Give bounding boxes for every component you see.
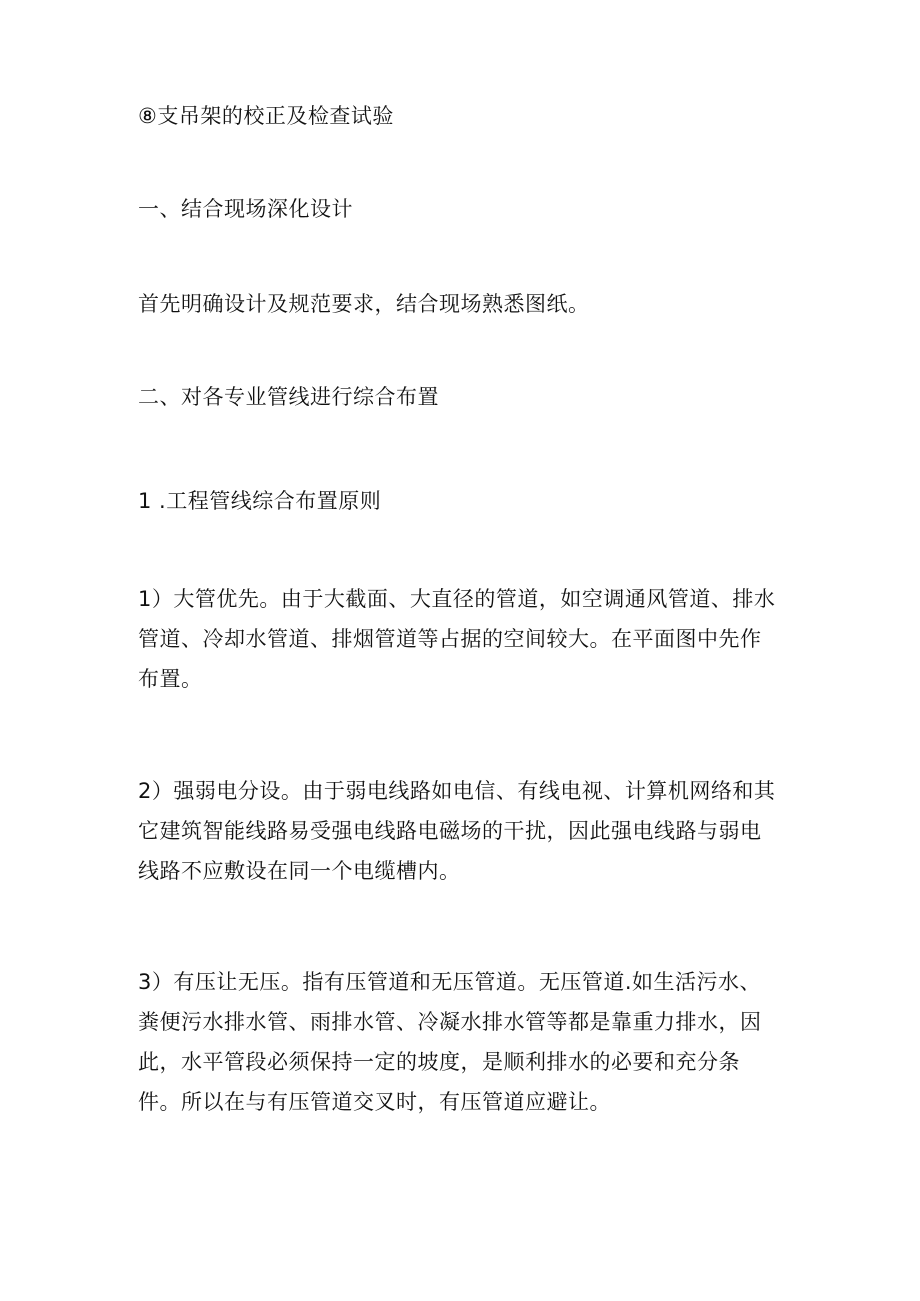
item-3-line: 件。所以在与有压管道交叉时，有压管道应避让。 — [138, 1090, 611, 1114]
item-3-line: 此，水平管段必须保持一定的坡度，是顺利排水的必要和充分条 — [138, 1050, 740, 1074]
section-2-title-text: 二、对各专业管线进行综合布置 — [138, 385, 439, 409]
item-2-line: 线路不应敷设在同一个电缆槽内。 — [138, 859, 461, 883]
item-2-paragraph — [138, 771, 778, 891]
item-3-paragraph — [138, 962, 778, 1122]
section-2-title — [138, 377, 778, 417]
item-1-line: 布置。 — [138, 667, 203, 691]
item-2-line: 2）强弱电分设。由于弱电线路如电信、有线电视、计算机网络和其 — [138, 779, 776, 803]
heading-8-text: ⑧支吊架的校正及检查试验 — [138, 104, 394, 128]
item-3-line: 3）有压让无压。指有压管道和无压管道。无压管道.如生活污水、 — [138, 970, 762, 994]
item-2-line: 它建筑智能线路易受强电线路电磁场的干扰，因此强电线路与弱电 — [138, 819, 762, 843]
section-1-body-text: 首先明确设计及规范要求，结合现场熟悉图纸。 — [138, 292, 590, 316]
item-1-paragraph — [138, 579, 778, 699]
subsection-1-title — [138, 481, 778, 521]
subsection-1-title-text: 1 .工程管线综合布置原则 — [138, 489, 382, 513]
item-1-line: 1）大管优先。由于大截面、大直径的管道，如空调通风管道、排水 — [138, 587, 776, 611]
item-3-line: 粪便污水排水管、雨排水管、冷凝水排水管等都是靠重力排水，因 — [138, 1010, 762, 1034]
section-1-title — [138, 189, 778, 229]
section-1-title-text: 一、结合现场深化设计 — [138, 197, 353, 221]
heading-8 — [138, 96, 778, 136]
section-1-body — [138, 284, 778, 324]
item-1-line: 管道、冷却水管道、排烟管道等占据的空间较大。在平面图中先作 — [138, 627, 762, 651]
